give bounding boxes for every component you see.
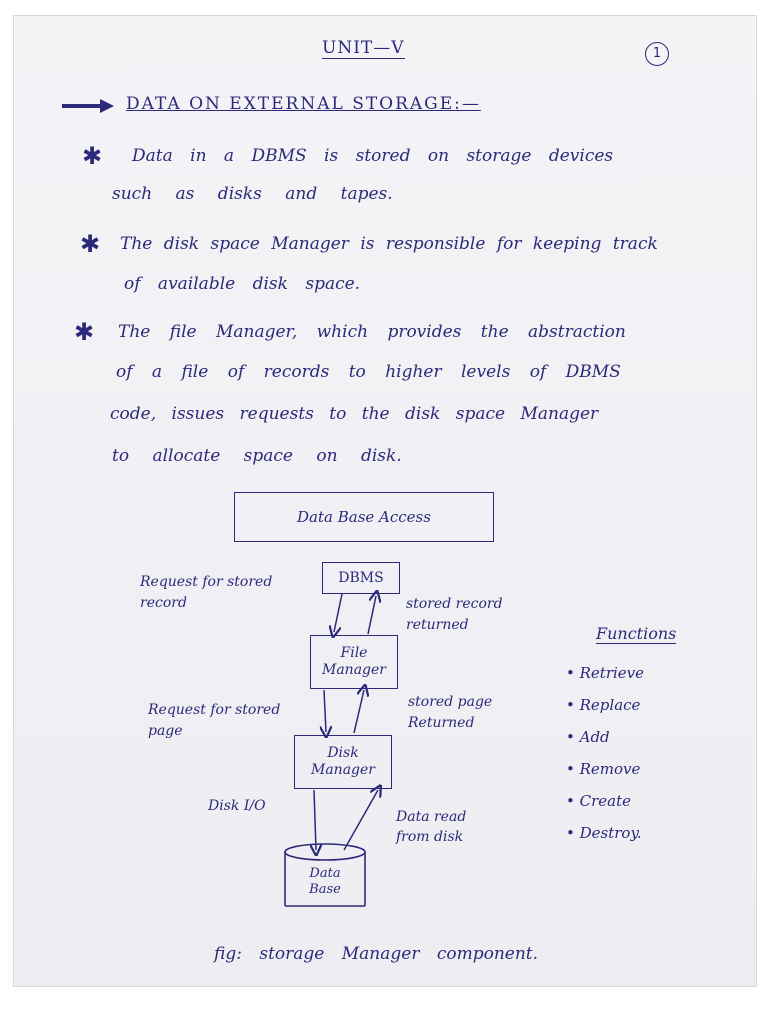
disk-manager-box: Disk Manager xyxy=(294,735,392,789)
bullet-3-line-2: of a file of records to higher levels of DBMS xyxy=(116,362,621,382)
label-disk-io: Disk I/O xyxy=(208,798,266,814)
bullet-2-line-2: of available disk space. xyxy=(124,274,361,294)
bullet-1-line-1: Data in a DBMS is stored on storage devices xyxy=(132,146,614,166)
function-item: • Destroy. xyxy=(566,824,642,842)
label-request-stored-record: Request for stored record xyxy=(140,574,273,611)
bullet-1-line-2: such as disks and tapes. xyxy=(112,184,393,204)
dbms-box: DBMS xyxy=(322,562,400,594)
bullet-2-star-icon: ✱ xyxy=(80,230,101,258)
database-access-box: Data Base Access xyxy=(234,492,494,542)
function-item: • Add xyxy=(566,728,610,746)
unit-title: UNIT—V xyxy=(322,38,405,58)
label-stored-page-returned: stored page Returned xyxy=(408,694,493,731)
bullet-2-line-1: The disk space Manager is responsible for keeping track xyxy=(120,234,658,254)
function-item: • Create xyxy=(566,792,631,810)
file-manager-box: File Manager xyxy=(310,635,398,689)
label-data-read-from-disk: Data read from disk xyxy=(396,809,467,845)
label-request-stored-page: Request for stored page xyxy=(148,702,281,739)
function-item: • Replace xyxy=(566,696,641,714)
function-item: • Retrieve xyxy=(566,664,645,682)
page-number: 1 xyxy=(645,42,669,66)
function-item: • Remove xyxy=(566,760,641,778)
figure-caption: fig: storage Manager component. xyxy=(214,944,539,964)
bullet-3-star-icon: ✱ xyxy=(74,318,95,346)
label-stored-record-returned: stored record returned xyxy=(406,596,503,633)
bullet-3-line-3: code, issues requests to the disk space Manager xyxy=(110,404,599,424)
functions-title: Functions xyxy=(596,624,677,643)
database-label: Data Base xyxy=(309,866,341,897)
bullet-3-line-1: The file Manager, which provides the abstraction xyxy=(118,322,626,342)
section-heading: DATA ON EXTERNAL STORAGE:— xyxy=(126,94,481,114)
bullet-3-line-4: to allocate space on disk. xyxy=(112,446,402,466)
bullet-1-star-icon: ✱ xyxy=(82,142,103,170)
functions-list xyxy=(566,664,644,856)
